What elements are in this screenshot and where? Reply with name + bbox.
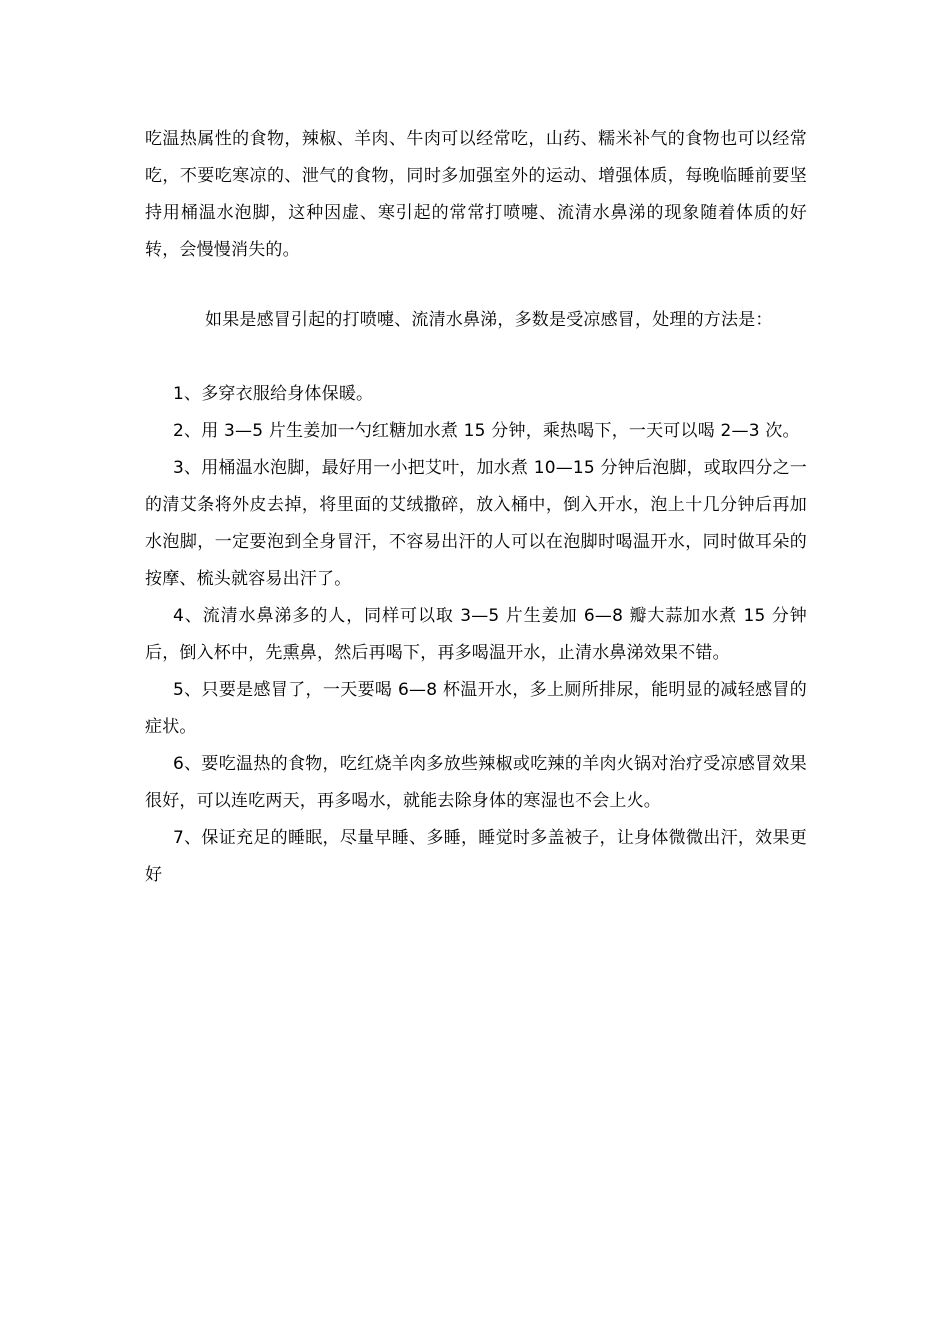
list-item: 7、保证充足的睡眠，尽量早睡、多睡，睡觉时多盖被子，让身体微微出汗，效果更好 <box>145 828 807 885</box>
list-item: 3、用桶温水泡脚，最好用一小把艾叶，加水煮 10—15 分钟后泡脚，或取四分之一的清艾条将外皮去掉，将里面的艾绒撒碎，放入桶中，倒入开水，泡上十几分钟后再加水泡脚，一定要泡到全身冒汗，不容易出汗的人可以在泡脚时喝温开水，同时做耳朵的按摩、梳头就容易出汗了。 <box>145 458 807 589</box>
paragraph-cold-intro <box>145 302 807 339</box>
paragraph-2-text: 如果是感冒引起的打喷嚏、流清水鼻涕，多数是受凉感冒，处理的方法是： <box>205 310 773 330</box>
list-item: 2、用 3—5 片生姜加一勺红糖加水煮 15 分钟，乘热喝下，一天可以喝 2—3 次。 <box>173 421 800 441</box>
list-item: 4、流清水鼻涕多的人，同样可以取 3—5 片生姜加 6—8 瓣大蒜加水煮 15 分钟后，倒入杯中，先熏鼻，然后再喝下，再多喝温开水，止清水鼻涕效果不错。 <box>145 606 807 663</box>
list-item: 6、要吃温热的食物，吃红烧羊肉多放些辣椒或吃辣的羊肉火锅对治疗受凉感冒效果很好，可以连吃两天，再多喝水，就能去除身体的寒湿也不会上火。 <box>145 754 807 811</box>
paragraph-1-text: 吃温热属性的食物，辣椒、羊肉、牛肉可以经常吃，山药、糯米补气的食物也可以经常吃，不要吃寒凉的、泄气的食物，同时多加强室外的运动、增强体质，每晚临睡前要坚持用桶温水泡脚，这种因虚、寒引起的常常打喷嚏、流清水鼻涕的现象随着体质的好转，会慢慢消失的。 <box>145 129 807 260</box>
paragraph-diet-advice <box>145 121 807 269</box>
list-item: 5、只要是感冒了，一天要喝 6—8 杯温开水，多上厕所排尿，能明显的减轻感冒的症状。 <box>145 680 807 737</box>
remedy-list <box>145 376 807 894</box>
list-item: 1、多穿衣服给身体保暖。 <box>173 384 374 404</box>
